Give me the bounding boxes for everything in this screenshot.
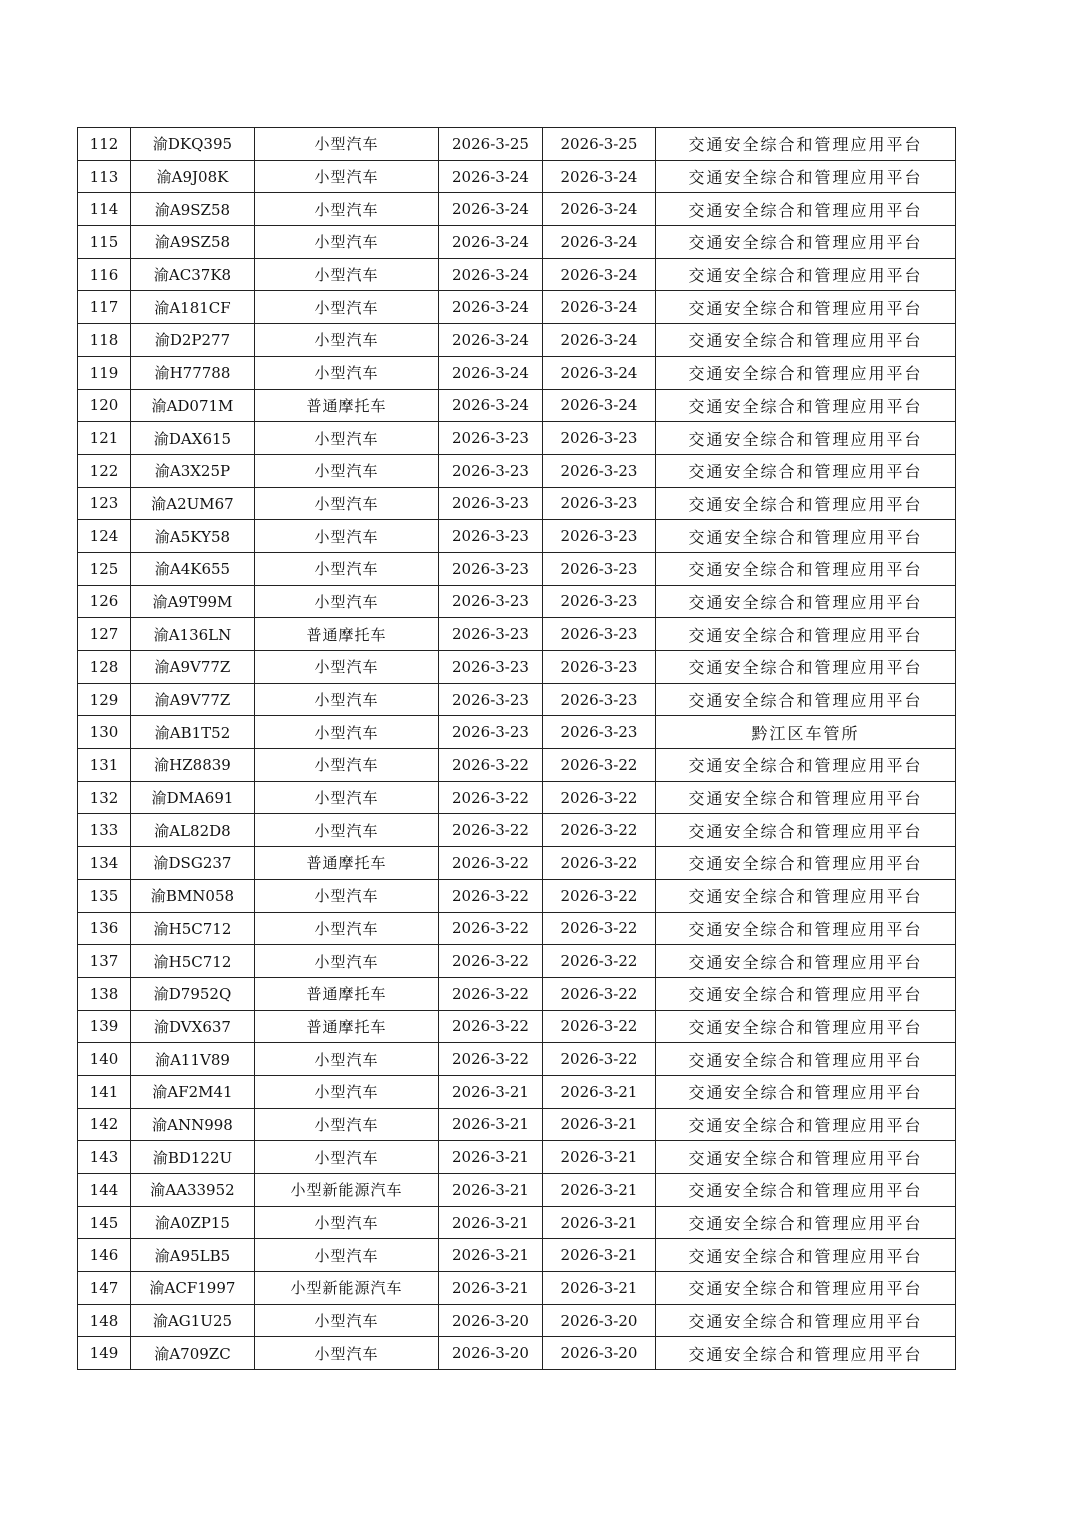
plate-number-cell: 渝A3X25P [131, 454, 255, 487]
plate-number-cell: 渝ACF1997 [131, 1272, 255, 1305]
end-date-cell: 2026-3-22 [543, 749, 656, 782]
plate-number-cell: 渝DVX637 [131, 1010, 255, 1043]
end-date-cell: 2026-3-23 [543, 422, 656, 455]
source-cell: 交通安全综合和管理应用平台 [656, 1272, 956, 1305]
plate-number-cell: 渝DSG237 [131, 847, 255, 880]
end-date-cell: 2026-3-23 [543, 552, 656, 585]
row-number-cell: 135 [78, 879, 131, 912]
row-number-cell: 140 [78, 1043, 131, 1076]
source-cell: 交通安全综合和管理应用平台 [656, 781, 956, 814]
end-date-cell: 2026-3-21 [543, 1141, 656, 1174]
row-number-cell: 126 [78, 585, 131, 618]
end-date-cell: 2026-3-24 [543, 226, 656, 259]
plate-number-cell: 渝A2UM67 [131, 487, 255, 520]
table-row [78, 585, 956, 618]
source-cell: 交通安全综合和管理应用平台 [656, 683, 956, 716]
row-number-cell: 145 [78, 1206, 131, 1239]
row-number-cell: 117 [78, 291, 131, 324]
plate-number-cell: 渝H5C712 [131, 912, 255, 945]
plate-number-cell: 渝H77788 [131, 356, 255, 389]
table-row [78, 324, 956, 357]
source-cell: 交通安全综合和管理应用平台 [656, 324, 956, 357]
source-cell: 交通安全综合和管理应用平台 [656, 389, 956, 422]
row-number-cell: 116 [78, 258, 131, 291]
vehicle-type-cell: 小型汽车 [255, 1075, 439, 1108]
plate-number-cell: 渝AC37K8 [131, 258, 255, 291]
vehicle-type-cell: 小型汽车 [255, 422, 439, 455]
end-date-cell: 2026-3-23 [543, 487, 656, 520]
plate-number-cell: 渝A136LN [131, 618, 255, 651]
end-date-cell: 2026-3-23 [543, 683, 656, 716]
table-row [78, 1043, 956, 1076]
row-number-cell: 148 [78, 1304, 131, 1337]
end-date-cell: 2026-3-22 [543, 912, 656, 945]
table-row [78, 977, 956, 1010]
row-number-cell: 137 [78, 945, 131, 978]
start-date-cell: 2026-3-20 [439, 1337, 543, 1370]
end-date-cell: 2026-3-21 [543, 1206, 656, 1239]
source-cell: 交通安全综合和管理应用平台 [656, 618, 956, 651]
vehicle-type-cell: 小型汽车 [255, 1337, 439, 1370]
vehicle-type-cell: 小型汽车 [255, 193, 439, 226]
table-row [78, 389, 956, 422]
table-row [78, 781, 956, 814]
source-cell: 交通安全综合和管理应用平台 [656, 356, 956, 389]
table-row [78, 1239, 956, 1272]
vehicle-type-cell: 小型汽车 [255, 651, 439, 684]
start-date-cell: 2026-3-24 [439, 389, 543, 422]
table-row [78, 1010, 956, 1043]
start-date-cell: 2026-3-22 [439, 945, 543, 978]
row-number-cell: 132 [78, 781, 131, 814]
source-cell: 交通安全综合和管理应用平台 [656, 1108, 956, 1141]
start-date-cell: 2026-3-23 [439, 422, 543, 455]
table-row [78, 1206, 956, 1239]
source-cell: 交通安全综合和管理应用平台 [656, 1239, 956, 1272]
table-row [78, 1141, 956, 1174]
start-date-cell: 2026-3-24 [439, 291, 543, 324]
row-number-cell: 131 [78, 749, 131, 782]
start-date-cell: 2026-3-24 [439, 193, 543, 226]
plate-number-cell: 渝AB1T52 [131, 716, 255, 749]
plate-number-cell: 渝A9V77Z [131, 683, 255, 716]
start-date-cell: 2026-3-22 [439, 847, 543, 880]
end-date-cell: 2026-3-25 [543, 128, 656, 161]
vehicle-type-cell: 小型汽车 [255, 749, 439, 782]
vehicle-type-cell: 小型汽车 [255, 683, 439, 716]
source-cell: 交通安全综合和管理应用平台 [656, 226, 956, 259]
start-date-cell: 2026-3-21 [439, 1239, 543, 1272]
table-row [78, 618, 956, 651]
end-date-cell: 2026-3-21 [543, 1174, 656, 1207]
vehicle-type-cell: 小型汽车 [255, 487, 439, 520]
source-cell: 交通安全综合和管理应用平台 [656, 1337, 956, 1370]
vehicle-type-cell: 小型汽车 [255, 1141, 439, 1174]
table-row [78, 1075, 956, 1108]
vehicle-type-cell: 小型汽车 [255, 814, 439, 847]
vehicle-type-cell: 小型汽车 [255, 585, 439, 618]
vehicle-type-cell: 普通摩托车 [255, 977, 439, 1010]
start-date-cell: 2026-3-21 [439, 1075, 543, 1108]
start-date-cell: 2026-3-22 [439, 749, 543, 782]
vehicle-type-cell: 小型汽车 [255, 324, 439, 357]
row-number-cell: 122 [78, 454, 131, 487]
plate-number-cell: 渝HZ8839 [131, 749, 255, 782]
end-date-cell: 2026-3-22 [543, 879, 656, 912]
source-cell: 黔江区车管所 [656, 716, 956, 749]
vehicle-type-cell: 小型汽车 [255, 291, 439, 324]
start-date-cell: 2026-3-24 [439, 324, 543, 357]
table-row [78, 912, 956, 945]
plate-number-cell: 渝A9SZ58 [131, 226, 255, 259]
source-cell: 交通安全综合和管理应用平台 [656, 291, 956, 324]
source-cell: 交通安全综合和管理应用平台 [656, 977, 956, 1010]
source-cell: 交通安全综合和管理应用平台 [656, 1304, 956, 1337]
table-row [78, 749, 956, 782]
row-number-cell: 142 [78, 1108, 131, 1141]
plate-number-cell: 渝DKQ395 [131, 128, 255, 161]
plate-number-cell: 渝AA33952 [131, 1174, 255, 1207]
plate-number-cell: 渝H5C712 [131, 945, 255, 978]
row-number-cell: 149 [78, 1337, 131, 1370]
table-row [78, 160, 956, 193]
table-row [78, 1174, 956, 1207]
row-number-cell: 138 [78, 977, 131, 1010]
vehicle-type-cell: 小型新能源汽车 [255, 1174, 439, 1207]
end-date-cell: 2026-3-24 [543, 389, 656, 422]
row-number-cell: 119 [78, 356, 131, 389]
table-row [78, 520, 956, 553]
source-cell: 交通安全综合和管理应用平台 [656, 1174, 956, 1207]
row-number-cell: 136 [78, 912, 131, 945]
row-number-cell: 133 [78, 814, 131, 847]
plate-number-cell: 渝A9J08K [131, 160, 255, 193]
vehicle-type-cell: 小型汽车 [255, 912, 439, 945]
table-row [78, 879, 956, 912]
end-date-cell: 2026-3-23 [543, 585, 656, 618]
row-number-cell: 125 [78, 552, 131, 585]
table-row [78, 193, 956, 226]
table-row [78, 945, 956, 978]
start-date-cell: 2026-3-21 [439, 1174, 543, 1207]
source-cell: 交通安全综合和管理应用平台 [656, 552, 956, 585]
source-cell: 交通安全综合和管理应用平台 [656, 847, 956, 880]
plate-number-cell: 渝A181CF [131, 291, 255, 324]
vehicle-type-cell: 小型汽车 [255, 1108, 439, 1141]
source-cell: 交通安全综合和管理应用平台 [656, 454, 956, 487]
source-cell: 交通安全综合和管理应用平台 [656, 487, 956, 520]
row-number-cell: 141 [78, 1075, 131, 1108]
plate-number-cell: 渝A0ZP15 [131, 1206, 255, 1239]
start-date-cell: 2026-3-23 [439, 585, 543, 618]
row-number-cell: 143 [78, 1141, 131, 1174]
plate-number-cell: 渝AD071M [131, 389, 255, 422]
plate-number-cell: 渝A5KY58 [131, 520, 255, 553]
plate-number-cell: 渝A9V77Z [131, 651, 255, 684]
vehicle-type-cell: 小型汽车 [255, 226, 439, 259]
end-date-cell: 2026-3-22 [543, 814, 656, 847]
vehicle-type-cell: 小型汽车 [255, 1206, 439, 1239]
vehicle-type-cell: 普通摩托车 [255, 618, 439, 651]
end-date-cell: 2026-3-24 [543, 324, 656, 357]
end-date-cell: 2026-3-24 [543, 258, 656, 291]
plate-number-cell: 渝ANN998 [131, 1108, 255, 1141]
start-date-cell: 2026-3-21 [439, 1272, 543, 1305]
table-row [78, 258, 956, 291]
vehicle-type-cell: 小型汽车 [255, 879, 439, 912]
plate-number-cell: 渝AG1U25 [131, 1304, 255, 1337]
start-date-cell: 2026-3-23 [439, 716, 543, 749]
end-date-cell: 2026-3-22 [543, 977, 656, 1010]
end-date-cell: 2026-3-22 [543, 945, 656, 978]
row-number-cell: 124 [78, 520, 131, 553]
plate-number-cell: 渝A9SZ58 [131, 193, 255, 226]
vehicle-type-cell: 小型新能源汽车 [255, 1272, 439, 1305]
start-date-cell: 2026-3-23 [439, 651, 543, 684]
table-row [78, 1304, 956, 1337]
source-cell: 交通安全综合和管理应用平台 [656, 1206, 956, 1239]
records-table [77, 127, 956, 1370]
start-date-cell: 2026-3-24 [439, 258, 543, 291]
start-date-cell: 2026-3-24 [439, 356, 543, 389]
row-number-cell: 123 [78, 487, 131, 520]
plate-number-cell: 渝AF2M41 [131, 1075, 255, 1108]
table-row [78, 1272, 956, 1305]
table-row [78, 291, 956, 324]
table-row [78, 487, 956, 520]
plate-number-cell: 渝D7952Q [131, 977, 255, 1010]
end-date-cell: 2026-3-22 [543, 1043, 656, 1076]
source-cell: 交通安全综合和管理应用平台 [656, 193, 956, 226]
end-date-cell: 2026-3-24 [543, 160, 656, 193]
end-date-cell: 2026-3-23 [543, 454, 656, 487]
source-cell: 交通安全综合和管理应用平台 [656, 912, 956, 945]
source-cell: 交通安全综合和管理应用平台 [656, 585, 956, 618]
records-table-body [78, 128, 956, 1370]
plate-number-cell: 渝BD122U [131, 1141, 255, 1174]
end-date-cell: 2026-3-21 [543, 1108, 656, 1141]
vehicle-type-cell: 小型汽车 [255, 520, 439, 553]
end-date-cell: 2026-3-21 [543, 1272, 656, 1305]
row-number-cell: 118 [78, 324, 131, 357]
row-number-cell: 113 [78, 160, 131, 193]
end-date-cell: 2026-3-23 [543, 716, 656, 749]
table-row [78, 1337, 956, 1370]
vehicle-type-cell: 小型汽车 [255, 945, 439, 978]
row-number-cell: 134 [78, 847, 131, 880]
vehicle-type-cell: 小型汽车 [255, 454, 439, 487]
source-cell: 交通安全综合和管理应用平台 [656, 945, 956, 978]
source-cell: 交通安全综合和管理应用平台 [656, 128, 956, 161]
end-date-cell: 2026-3-23 [543, 618, 656, 651]
start-date-cell: 2026-3-22 [439, 1010, 543, 1043]
plate-number-cell: 渝A709ZC [131, 1337, 255, 1370]
vehicle-type-cell: 小型汽车 [255, 552, 439, 585]
end-date-cell: 2026-3-23 [543, 651, 656, 684]
source-cell: 交通安全综合和管理应用平台 [656, 879, 956, 912]
vehicle-type-cell: 普通摩托车 [255, 389, 439, 422]
row-number-cell: 120 [78, 389, 131, 422]
start-date-cell: 2026-3-21 [439, 1108, 543, 1141]
vehicle-type-cell: 小型汽车 [255, 781, 439, 814]
table-row [78, 356, 956, 389]
start-date-cell: 2026-3-22 [439, 912, 543, 945]
end-date-cell: 2026-3-21 [543, 1239, 656, 1272]
start-date-cell: 2026-3-24 [439, 226, 543, 259]
start-date-cell: 2026-3-23 [439, 520, 543, 553]
start-date-cell: 2026-3-20 [439, 1304, 543, 1337]
plate-number-cell: 渝A4K655 [131, 552, 255, 585]
table-row [78, 716, 956, 749]
source-cell: 交通安全综合和管理应用平台 [656, 520, 956, 553]
source-cell: 交通安全综合和管理应用平台 [656, 651, 956, 684]
plate-number-cell: 渝D2P277 [131, 324, 255, 357]
start-date-cell: 2026-3-24 [439, 160, 543, 193]
row-number-cell: 112 [78, 128, 131, 161]
row-number-cell: 129 [78, 683, 131, 716]
plate-number-cell: 渝DMA691 [131, 781, 255, 814]
vehicle-type-cell: 小型汽车 [255, 1043, 439, 1076]
start-date-cell: 2026-3-22 [439, 1043, 543, 1076]
start-date-cell: 2026-3-21 [439, 1206, 543, 1239]
end-date-cell: 2026-3-23 [543, 520, 656, 553]
source-cell: 交通安全综合和管理应用平台 [656, 814, 956, 847]
end-date-cell: 2026-3-20 [543, 1304, 656, 1337]
source-cell: 交通安全综合和管理应用平台 [656, 160, 956, 193]
source-cell: 交通安全综合和管理应用平台 [656, 1075, 956, 1108]
source-cell: 交通安全综合和管理应用平台 [656, 1010, 956, 1043]
start-date-cell: 2026-3-22 [439, 879, 543, 912]
end-date-cell: 2026-3-24 [543, 356, 656, 389]
table-row [78, 226, 956, 259]
plate-number-cell: 渝A95LB5 [131, 1239, 255, 1272]
vehicle-type-cell: 普通摩托车 [255, 1010, 439, 1043]
vehicle-type-cell: 小型汽车 [255, 1304, 439, 1337]
plate-number-cell: 渝A11V89 [131, 1043, 255, 1076]
vehicle-type-cell: 小型汽车 [255, 160, 439, 193]
row-number-cell: 139 [78, 1010, 131, 1043]
row-number-cell: 114 [78, 193, 131, 226]
vehicle-type-cell: 普通摩托车 [255, 847, 439, 880]
start-date-cell: 2026-3-25 [439, 128, 543, 161]
end-date-cell: 2026-3-20 [543, 1337, 656, 1370]
table-row [78, 454, 956, 487]
vehicle-type-cell: 小型汽车 [255, 128, 439, 161]
table-row [78, 651, 956, 684]
end-date-cell: 2026-3-21 [543, 1075, 656, 1108]
row-number-cell: 121 [78, 422, 131, 455]
start-date-cell: 2026-3-22 [439, 814, 543, 847]
source-cell: 交通安全综合和管理应用平台 [656, 422, 956, 455]
plate-number-cell: 渝AL82D8 [131, 814, 255, 847]
end-date-cell: 2026-3-22 [543, 1010, 656, 1043]
end-date-cell: 2026-3-24 [543, 193, 656, 226]
plate-number-cell: 渝DAX615 [131, 422, 255, 455]
row-number-cell: 127 [78, 618, 131, 651]
row-number-cell: 130 [78, 716, 131, 749]
start-date-cell: 2026-3-23 [439, 618, 543, 651]
start-date-cell: 2026-3-22 [439, 781, 543, 814]
source-cell: 交通安全综合和管理应用平台 [656, 1141, 956, 1174]
row-number-cell: 144 [78, 1174, 131, 1207]
end-date-cell: 2026-3-24 [543, 291, 656, 324]
start-date-cell: 2026-3-23 [439, 683, 543, 716]
table-row [78, 552, 956, 585]
table-row [78, 422, 956, 455]
vehicle-type-cell: 小型汽车 [255, 1239, 439, 1272]
row-number-cell: 128 [78, 651, 131, 684]
table-row [78, 1108, 956, 1141]
row-number-cell: 146 [78, 1239, 131, 1272]
row-number-cell: 147 [78, 1272, 131, 1305]
table-row [78, 814, 956, 847]
start-date-cell: 2026-3-23 [439, 454, 543, 487]
table-row [78, 847, 956, 880]
source-cell: 交通安全综合和管理应用平台 [656, 749, 956, 782]
vehicle-type-cell: 小型汽车 [255, 258, 439, 291]
end-date-cell: 2026-3-22 [543, 781, 656, 814]
vehicle-type-cell: 小型汽车 [255, 716, 439, 749]
row-number-cell: 115 [78, 226, 131, 259]
plate-number-cell: 渝A9T99M [131, 585, 255, 618]
start-date-cell: 2026-3-23 [439, 487, 543, 520]
source-cell: 交通安全综合和管理应用平台 [656, 1043, 956, 1076]
start-date-cell: 2026-3-23 [439, 552, 543, 585]
start-date-cell: 2026-3-21 [439, 1141, 543, 1174]
vehicle-type-cell: 小型汽车 [255, 356, 439, 389]
start-date-cell: 2026-3-22 [439, 977, 543, 1010]
table-row [78, 683, 956, 716]
end-date-cell: 2026-3-22 [543, 847, 656, 880]
table-row [78, 128, 956, 161]
plate-number-cell: 渝BMN058 [131, 879, 255, 912]
source-cell: 交通安全综合和管理应用平台 [656, 258, 956, 291]
